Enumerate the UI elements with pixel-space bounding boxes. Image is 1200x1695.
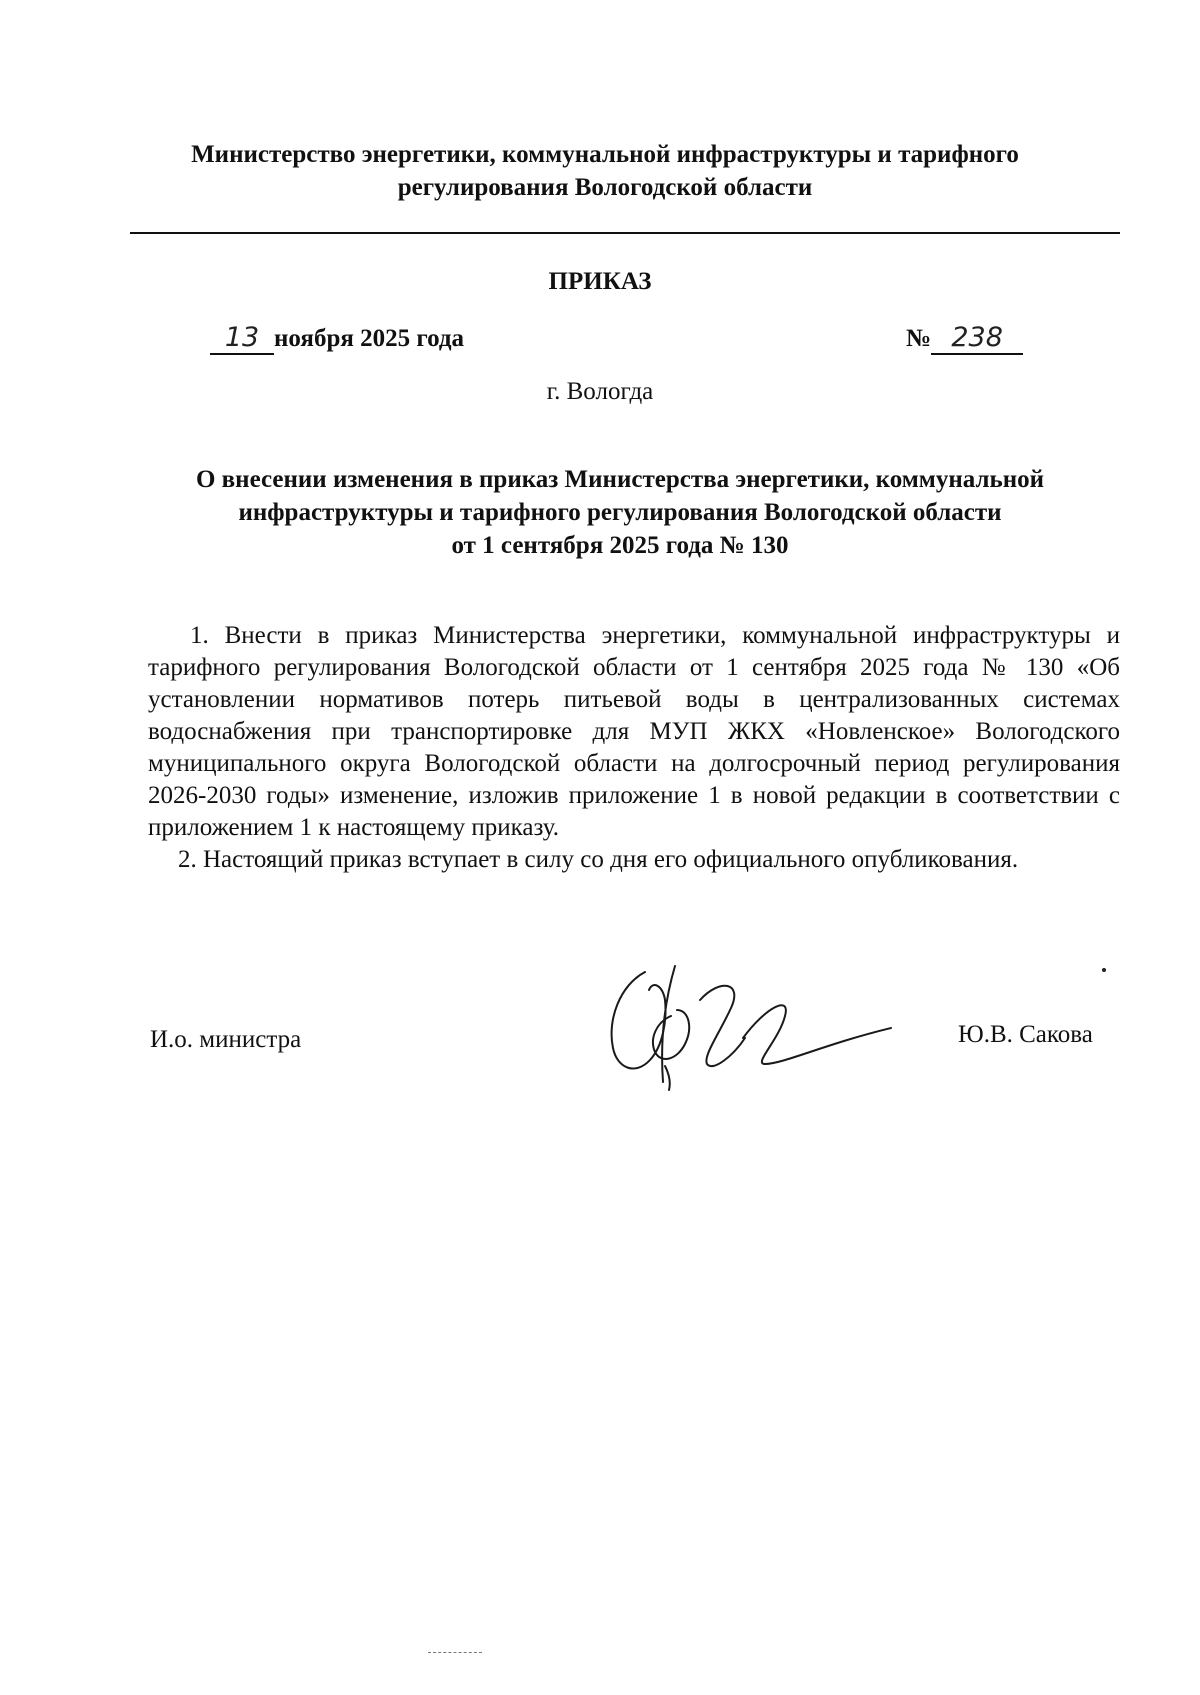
city: г. Вологда bbox=[546, 378, 654, 405]
date-day-handwritten: 13 bbox=[224, 322, 260, 353]
order-body bbox=[148, 620, 1120, 876]
date-month-year: ноября 2025 года bbox=[274, 325, 465, 352]
signatory-name: Ю.В. Сакова bbox=[958, 1021, 1093, 1048]
order-number bbox=[906, 322, 1023, 355]
handwritten-signature bbox=[605, 960, 895, 1100]
scan-dot bbox=[1102, 968, 1106, 972]
subject-line2: инфраструктуры и тарифного регулирования Вологодской области bbox=[238, 499, 1002, 526]
order-date bbox=[210, 322, 464, 355]
subject-line1: О внесении изменения в приказ Министерства энергетики, коммунальной bbox=[195, 466, 1045, 493]
document-header bbox=[90, 138, 1120, 204]
number-handwritten: 238 bbox=[951, 322, 1003, 353]
subject-line3: от 1 сентября 2025 года № 130 bbox=[451, 532, 789, 559]
org-name-line1: Министерство энергетики, коммунальной инфраструктуры и тарифного bbox=[191, 141, 1019, 168]
body-paragraph-2: 2. Настоящий приказ вступает в силу со дня его официального опубликования. bbox=[178, 846, 1019, 873]
document-title: ПРИКАЗ bbox=[548, 268, 652, 295]
scan-artifact bbox=[428, 1652, 482, 1653]
date-day-blank bbox=[210, 322, 274, 355]
order-subject bbox=[130, 463, 1110, 562]
header-divider bbox=[130, 232, 1120, 234]
signatory-role: И.о. министра bbox=[150, 1026, 302, 1053]
number-blank bbox=[931, 322, 1023, 355]
body-paragraph-1: 1. Внести в приказ Министерства энергетики, коммунальной инфраструктуры и тарифного регулирования Вологодской области от 1 сентября 2025 года № 130 «Об установлении нормативов потерь питьевой воды в централизованных системах водоснабжения при транспортировке для МУП ЖКХ «Новленское» Вологодского муниципального округа Вологодской области на долгосрочный период регулирования 2026-2030 годы» изменение, изложив приложение 1 в новой редакции в соответствии с приложением 1 к настоящему приказу. bbox=[148, 622, 1120, 841]
org-name-line2: регулирования Вологодской области bbox=[397, 174, 813, 201]
number-label: № bbox=[906, 325, 932, 352]
